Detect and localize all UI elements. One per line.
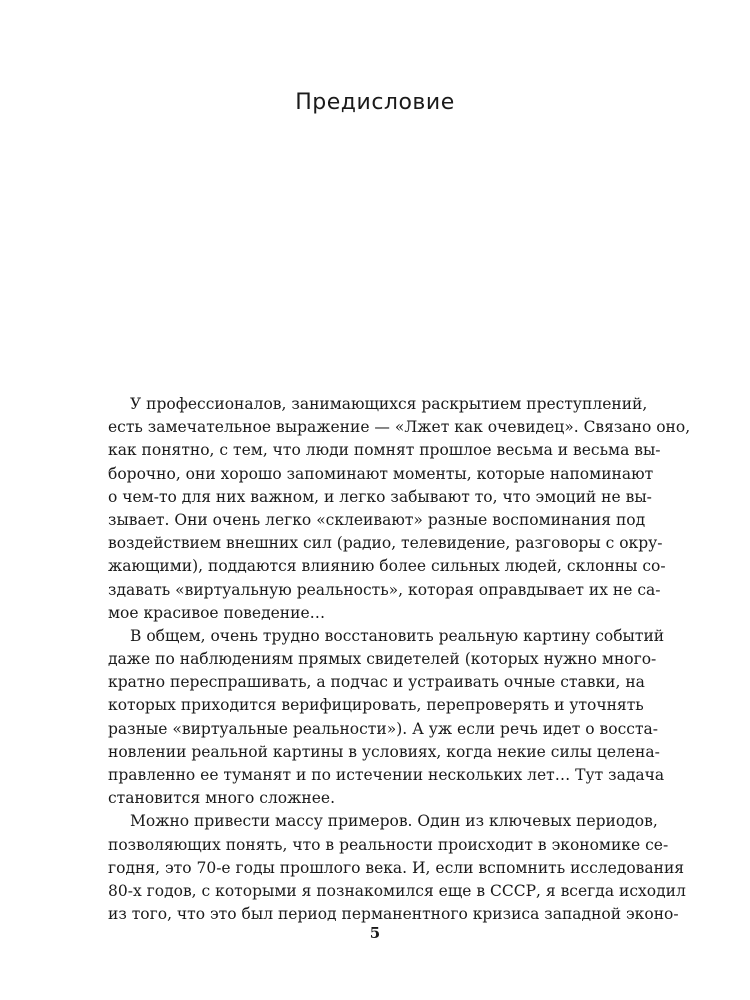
paragraph-2 [108,625,665,811]
paragraph-3 [108,810,686,926]
page-number: 5 [369,924,381,942]
text-line: становится много сложнее. [108,789,335,808]
text-line: Можно привести массу примеров. Один из ключевых периодов, [130,812,658,831]
chapter-title: Предисловие [295,90,455,115]
text-line: воздействием внешних сил (радио, телевидение, разговоры с окру- [108,534,663,553]
text-line: зывает. Они очень легко «склеивают» разные воспоминания под [108,510,646,529]
text-line: разные «виртуальные реальности»). А уж если речь идет о восста- [108,719,659,738]
text-line: здавать «виртуальную реальность», которая оправдывает их не са- [108,580,661,599]
text-line: правленно ее туманят и по истечении нескольких лет… Тут задача [108,766,665,784]
text-line: годня, это 70-е годы прошлого века. И, если вспомнить исследования [108,858,685,877]
text-line: есть замечательное выражение — «Лжет как очевидец». Связано оно, [108,418,691,437]
text-line: кратно переспрашивать, а подчас и устраивать очные ставки, на [108,673,645,692]
text-line: новлении реальной картины в условиях, когда некие силы целена- [108,742,660,761]
text-line: о чем-то для них важном, и легко забывают то, что эмоций не вы- [108,487,652,506]
text-line: 80-х годов, с которыми я познакомился еще в СССР, я всегда исходил [108,881,686,900]
body-text [108,393,691,926]
text-line: позволяющих понять, что в реальности происходит в экономике се- [108,835,669,854]
text-line: борочно, они хорошо запоминают моменты, которые напоминают [108,464,654,483]
text-line: даже по наблюдениям прямых свидетелей (которых нужно много- [108,650,657,669]
text-line: жающими), поддаются влиянию более сильных людей, склонны со- [108,557,666,576]
paragraph-1 [108,393,691,625]
text-line: из того, что это был период перманентного кризиса западной эконо- [108,905,679,924]
text-line: У профессионалов, занимающихся раскрытием преступлений, [130,395,648,413]
text-line: как понятно, с тем, что люди помнят прошлое весьма и весьма вы- [108,441,661,460]
text-line: которых приходится верифицировать, перепроверять и уточнять [108,696,644,715]
text-line: В общем, очень трудно восстановить реальную картину событий [130,626,665,645]
text-line: мое красивое поведение… [108,603,326,622]
